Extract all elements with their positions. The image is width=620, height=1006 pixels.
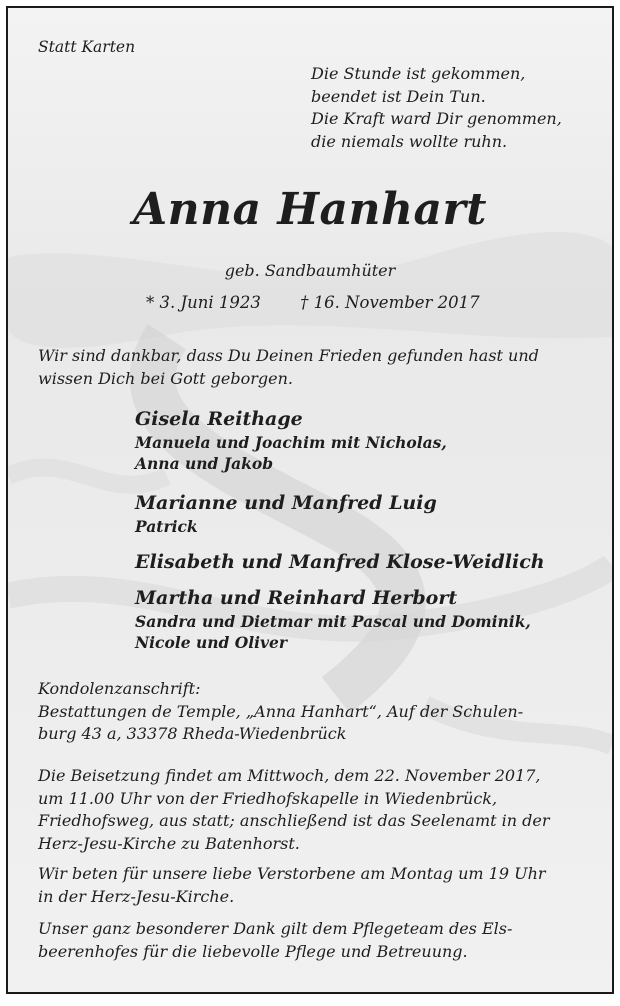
condolence-label: Kondolenzanschrift: bbox=[38, 679, 201, 698]
condolence-line: Bestattungen de Temple, „Anna Hanhart“, Auf der Schulen- bbox=[38, 701, 524, 721]
funeral-line: Die Beisetzung findet am Mittwoch, dem 22. November 2017, bbox=[38, 766, 541, 785]
thanks-line: beerenhofes für die liebevolle Pflege und Betreuung. bbox=[38, 941, 468, 961]
mourner-main: Gisela Reithage bbox=[135, 408, 303, 430]
mourner-sub: Patrick bbox=[135, 517, 198, 536]
condolence-address bbox=[38, 678, 590, 746]
mourner-group bbox=[135, 406, 447, 474]
prayer-info bbox=[38, 863, 590, 908]
funeral-line: Herz-Jesu-Kirche zu Batenhorst. bbox=[38, 833, 300, 853]
death-date: † 16. November 2017 bbox=[300, 293, 480, 312]
condolence-line: burg 43 a, 33378 Rheda-Wiedenbrück bbox=[38, 724, 347, 743]
prayer-line: Wir beten für unsere liebe Verstorbene am Montag um 19 Uhr bbox=[38, 864, 546, 883]
mourner-sub: Nicole und Oliver bbox=[135, 633, 288, 652]
gratitude-text bbox=[38, 345, 590, 390]
poem-line: beendet ist Dein Tun. bbox=[311, 86, 486, 106]
mourner-main: Martha und Reinhard Herbort bbox=[135, 587, 458, 609]
mourner-group bbox=[135, 585, 531, 653]
thanks-line: Unser ganz besonderer Dank gilt dem Pflegeteam des Els- bbox=[38, 919, 513, 938]
gratitude-line: wissen Dich bei Gott geborgen. bbox=[38, 368, 293, 388]
mourner-group bbox=[135, 549, 545, 575]
statt-karten-label: Statt Karten bbox=[38, 38, 136, 56]
gratitude-line: Wir sind dankbar, dass Du Deinen Frieden gefunden hast und bbox=[38, 346, 539, 365]
birth-date: * 3. Juni 1923 bbox=[146, 293, 261, 312]
funeral-info bbox=[38, 765, 590, 855]
funeral-line: um 11.00 Uhr von der Friedhofskapelle in Wiedenbrück, bbox=[38, 788, 498, 808]
poem bbox=[311, 63, 562, 153]
obituary-card bbox=[6, 6, 614, 994]
mourner-main: Marianne und Manfred Luig bbox=[135, 492, 437, 514]
life-dates bbox=[146, 293, 480, 312]
prayer-line: in der Herz-Jesu-Kirche. bbox=[38, 886, 235, 906]
funeral-line: Friedhofsweg, aus statt; anschließend ist das Seelenamt in der bbox=[38, 811, 550, 830]
mourner-sub: Manuela und Joachim mit Nicholas, bbox=[135, 433, 447, 452]
mourner-main: Elisabeth und Manfred Klose-Weidlich bbox=[135, 551, 545, 573]
poem-line: die niemals wollte ruhn. bbox=[311, 131, 508, 151]
poem-line: Die Stunde ist gekommen, bbox=[311, 64, 526, 83]
poem-line: Die Kraft ward Dir genommen, bbox=[311, 109, 562, 128]
mourner-sub: Sandra und Dietmar mit Pascal und Dominik, bbox=[135, 612, 531, 631]
thanks-note bbox=[38, 918, 590, 963]
mourner-sub: Anna und Jakob bbox=[135, 454, 274, 473]
born-name: geb. Sandbaumhüter bbox=[224, 261, 396, 280]
deceased-name: Anna Hanhart bbox=[132, 184, 488, 235]
mourner-group bbox=[135, 490, 437, 537]
